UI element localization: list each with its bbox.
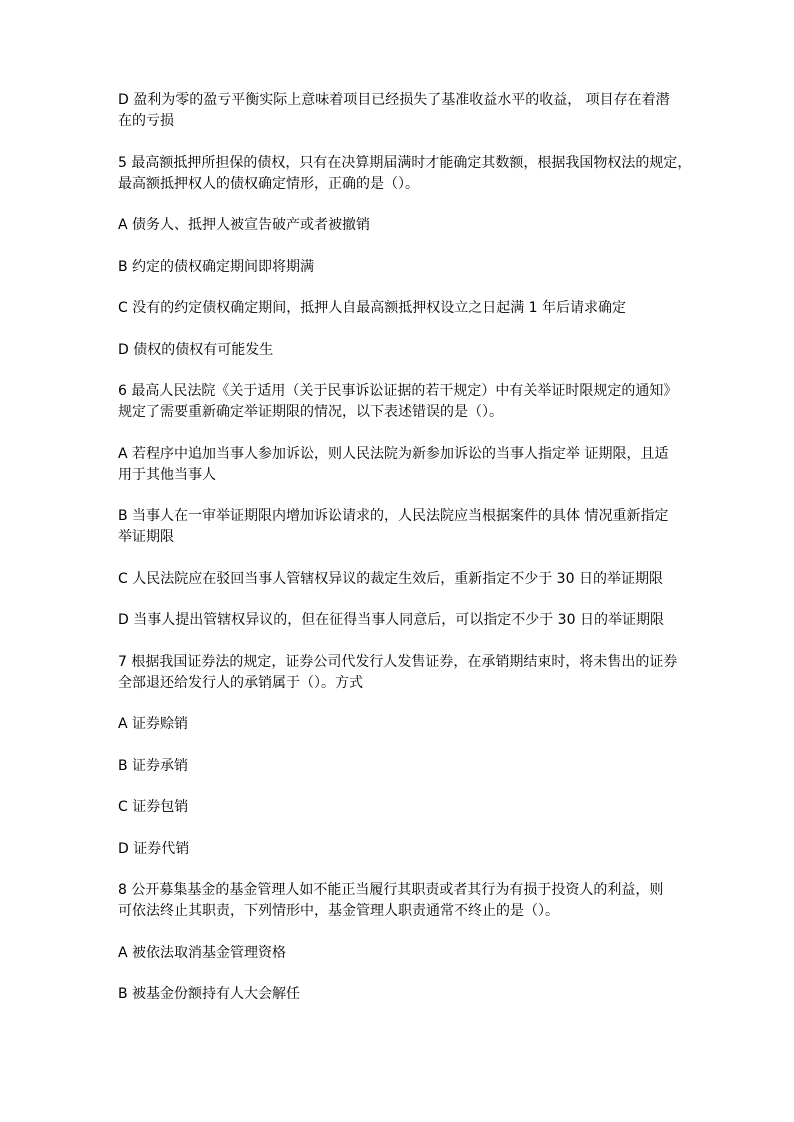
text-line: B 当事人在一审举证期限内增加诉讼请求的，人民法院应当根据案件的具体 情况重新指定 [118, 508, 669, 524]
paragraph [118, 569, 698, 590]
text-line: 规定了需要重新确定举证期限的情况，以下表述错误的是（）。 [118, 404, 503, 420]
text-line: C 人民法院应在驳回当事人管辖权异议的裁定生效后，重新指定不少于 30 日的举证期限 [118, 570, 663, 587]
paragraph [118, 381, 698, 423]
text-line: B 被基金份额持有人大会解任 [118, 986, 301, 1002]
paragraph [118, 839, 698, 860]
text-line: D 当事人提出管辖权异议的，但在征得当事人同意后，可以指定不少于 30 日的举证期限 [118, 612, 664, 628]
paragraph [118, 298, 698, 319]
paragraph [118, 984, 698, 1005]
text-line: A 被依法取消基金管理资格 [118, 944, 287, 961]
text-line: 7 根据我国证券法的规定，证券公司代发行人发售证券，在承销期结束时，将未售出的证券 [118, 653, 678, 670]
document-body [118, 90, 698, 1026]
text-line: A 证券赊销 [118, 716, 189, 732]
paragraph [118, 610, 698, 631]
paragraph [118, 880, 698, 922]
text-line: B 证券承销 [118, 757, 189, 774]
paragraph [118, 652, 698, 694]
text-line: 8 公开募集基金的基金管理人如不能正当履行其职责或者其行为有损于投资人的利益，则 [118, 882, 664, 898]
text-line: 在的亏损 [118, 113, 174, 129]
text-line: C 证券包销 [118, 799, 189, 815]
paragraph [118, 340, 698, 361]
text-line: 5 最高额抵押所担保的债权，只有在决算期届满时才能确定其数额，根据我国物权法的规定， [118, 154, 692, 171]
paragraph [118, 756, 698, 777]
paragraph [118, 444, 698, 486]
text-line: B 约定的债权确定期间即将期满 [118, 258, 315, 275]
paragraph [118, 90, 698, 132]
text-line: C 没有的约定债权确定期间，抵押人自最高额抵押权设立之日起满 1 年后请求确定 [118, 300, 627, 316]
text-line: 可依法终止其职责，下列情形中，基金管理人职责通常不终止的是（）。 [118, 903, 559, 919]
text-line: D 盈利为零的盈亏平衡实际上意味着项目已经损失了基准收益水平的收益， 项目存在着潜 [118, 92, 670, 108]
text-line: 举证期限 [118, 529, 174, 545]
paragraph [118, 153, 698, 195]
paragraph [118, 506, 698, 548]
text-line: 最高额抵押权人的债权确定情形，正确的是（）。 [118, 175, 419, 192]
text-line: A 若程序中追加当事人参加诉讼，则人民法院为新参加诉讼的当事人指定举 证期限，且适 [118, 445, 669, 462]
text-line: D 债权的债权有可能发生 [118, 341, 274, 358]
paragraph [118, 797, 698, 818]
text-line: 6 最高人民法院《关于适用（关于民事诉讼证据的若干规定）中有关举证时限规定的通知》 [118, 383, 678, 399]
paragraph [118, 943, 698, 964]
text-line: D 证券代销 [118, 840, 190, 857]
text-line: A 债务人、抵押人被宣告破产或者被撤销 [118, 217, 371, 233]
paragraph [118, 714, 698, 735]
paragraph [118, 215, 698, 236]
paragraph [118, 257, 698, 278]
text-line: 全部退还给发行人的承销属于（）。方式 [118, 674, 363, 691]
text-line: 用于其他当事人 [118, 466, 216, 483]
